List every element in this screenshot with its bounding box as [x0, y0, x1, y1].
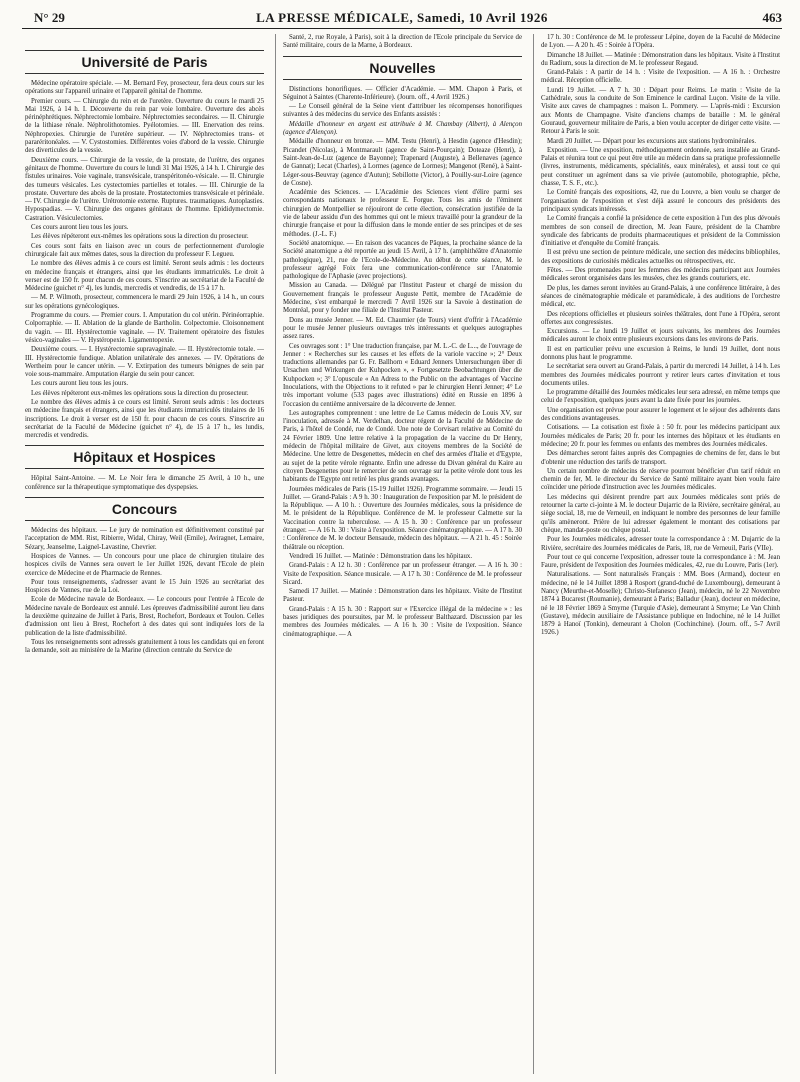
- paragraph: Premier cours. — Chirurgie du rein et de l'uretère. Ouverture du cours le mardi 25 Mai 1926, à 14 h. I. Découverte du rein par voie lombaire. Ouverture des abcès périnéphrétiques. Néphrectomie lombaire. Néphrectomies secondaires. — II. Chirurgie de la lithiase rénale. Néphrolithotomies. Pyélotomies. — III. Enervation des reins. Néphropexies. Chirurgie de l'uretère supérieur. — IV. Néphrectomies trans- et pararéritonéales. — V. Cystostomies. Différentes voies d'abord de la vessie. Chirurgie des diverticules de la vessie.: [25, 97, 264, 155]
- section-title-nouvelles: Nouvelles: [283, 56, 522, 80]
- journal-title: LA PRESSE MÉDICALE, Samedi, 10 Avril 1926: [256, 10, 548, 25]
- column-divider: [533, 34, 534, 1074]
- paragraph: Le programme détaillé des Journées médicales leur sera adressé, en même temps que celui de l'exposition, quelques jours avant la date fixée pour les journées.: [541, 389, 780, 405]
- paragraph: Des démarches seront faites auprès des Compagnies de chemins de fer, dans le but d'obtenir une réduction des tarifs de transport.: [541, 450, 780, 466]
- paragraph: Les médecins qui désirent prendre part aux Journées médicales sont priés de retourner la carte ci-jointe à M. le docteur Dujarric de la Rivière, secrétaire général, au siège social, 18, rue de Verneuil, en indiquant le nombre des personnes de leur famille qu'ils amèneront. Prière de lui adresser également le montant des cotisations par chèque, mandat-poste ou chèque postal.: [541, 493, 780, 534]
- paragraph: Ces ouvrages sont : 1° Une traduction française, par M. L.-C. de L..., de l'ouvrage de Jenner : « Recherches sur les causes et les effets de la variole vaccine »; 2° Deux traductions allemandes par G. Fr. Ballhorn « Eduard Jenners Untersuchungen über di Ursachen und Wirkungen der Kuhpocken », « Fortgesetzte Beobachtungen über die Kuhpocken »; 3° L'opuscule « An Adress to the Public on the advantages of Vaccine Inoculations, with the Objections to it refuted » par le chirurgien Henri Jenner; 4° Le très important volume (533 pages avec illustrations) édité en Russie en 1896 à l'occasion du centième anniversaire de la découverte de Jenner.: [283, 342, 522, 408]
- paragraph: Grand-Palais : A partir de 14 h. : Visite de l'exposition. — A 16 h. : Orchestre médical. Réception officielle.: [541, 69, 780, 85]
- paragraph: Pour tout ce qui concerne l'exposition, adresser toute la correspondance à : M. Jean Faure, président de l'exposition des Journées médicales, 42, rue du Louvre, Paris (1er).: [541, 553, 780, 570]
- paragraph: De plus, les dames seront invitées au Grand-Palais, à une conférence littéraire, à des séances de cinématographie médicale et paramédicale, à des auditions de l'orchestre médical, etc.: [541, 284, 780, 309]
- paragraph: Une organisation est prévue pour assurer le logement et le séjour des adhérents dans des conditions avantageuses.: [541, 406, 780, 423]
- paragraph: Médaille d'honneur en argent est attribuée à M. Chambay (Albert), à Alençon (agence d'Alençon).: [283, 120, 522, 137]
- paragraph: Ces cours auront lieu tous les jours.: [31, 224, 129, 232]
- paragraph: Hospices de Vannes. — Un concours pour une place de chirurgien titulaire des hospices civils de Vannes sera ouvert le 1er Juillet 1926, devant l'Ecole de plein exercice de Médecine et de Pharmacie de Rennes.: [25, 552, 264, 577]
- paragraph: Dimanche 18 Juillet. — Matinée : Démonstration dans les hôpitaux. Visite à l'Institut du Radium, sous la direction de M. le professeur Regaud.: [541, 51, 780, 67]
- paragraph: Tous les renseignements sont adressés gratuitement à tous les candidats qui en feront la demande, soit au ministère de la Marine (direction centrale du Service de: [25, 638, 264, 655]
- paragraph: Les cours auront lieu tous les jours.: [31, 380, 129, 388]
- paragraph: Médaille d'honneur en bronze. — MM. Testu (Henri), à Hesdin (agence d'Hesdin); Picandet (Nicolas), à Montmarault (agence de Saint-Pourçain); Doteaze (Henri), à Saint-Jean-de-Luz (agence de Bayonne); Trapenard (Auguste), à Bellenaves (agence de Gannat); Lecat (Charles), à Lormes (agence de Lormes); Mangenot (René), à Saint-Léger-sous-Beuvray (agence d'Autun); Sebillotte (Victor), à Pouilly-sur-Loire (agence de Cosne).: [283, 138, 522, 187]
- paragraph: Médecins des hôpitaux. — Le jury de nomination est définitivement constitué par l'acceptation de MM. Rist, Ribierre, Widal, Chiray, Weil (Emile), Aviragnet, Lemaire, Sézary, Jeanselme, Laignel-Lavastine, Chevrier.: [25, 527, 264, 551]
- paragraph: Mardi 20 Juillet. — Départ pour les excursions aux stations hydrominérales.: [547, 137, 757, 145]
- section-title-universite: Université de Paris: [25, 50, 264, 74]
- paragraph: — M. P. Wilmoth, prosecteur, commencera le mardi 29 Juin 1926, à 14 h., un cours sur les opérations gynécologiques.: [25, 294, 264, 310]
- paragraph: Programme du cours. — Premier cours. I. Amputation du col utérin. Périnéorraphie. Colporraphie. — II. Ablation de la glande de Bartholin. Colpectomie. Cloisonnement du vagin. — III. Hystérectomie vaginale. — IV. Traitement opératoire des fistules vésico-vaginales — V. Hystéropexie. Ligamentopexie.: [25, 312, 264, 344]
- paragraph: Hôpital Saint-Antoine. — M. Le Noir fera le dimanche 25 Avril, à 10 h., une conférence sur la thérapeutique symptomatique des dyspepsies.: [25, 475, 264, 491]
- paragraph: Le nombre des élèves admis à ce cours est limité. Seront seuls admis : les docteurs en médecine français et étrangers, ainsi que les étudiants immatriculés. Le droit à verser est de 150 fr. pour chacun de ces cours. S'inscrire au secrétariat de la Faculté de Médecine (guichet n° 4), les lundis, mercredis et vendredis, de 15 à 17 h.: [25, 260, 264, 293]
- paragraph: Lundi 19 Juillet. — A 7 h. 30 : Départ pour Reims. Le matin : Visite de la Cathédrale, sous la conduite de Son Eminence le cardinal Luçon. Visite de la ville. Visite aux caves de champagnes : maison L. Pommery. — L'après-midi : Excursion aux Monts de Champagne. Visite d'anciens champs de bataille : M. le général Gouraud, gouverneur militaire de Paris, a bien voulu accepter de diriger cette visite. — Retour à Paris le soir.: [541, 86, 780, 136]
- column-3: [541, 34, 780, 1074]
- paragraph: Pour les Journées médicales, adresser toute la correspondance à : M. Dujarric de la Rivière, secrétaire des Journées médicales de Paris, 18, rue de Verneuil, Paris (VIIe).: [541, 536, 780, 552]
- paragraph: Journées médicales de Paris (15-19 Juillet 1926). Programme sommaire. — Jeudi 15 Juillet. — Grand-Palais : A 9 h. 30 : Inauguration de l'exposition par M. le président de la République. — A 10 h. : Ouverture des Journées médicales, sous la présidence de M. le président de la République. Conférence de M. le professeur Calmette sur la Vaccination contre la tuberculose. — A 15 h. 30 : Conférence par un professeur étranger. — A 16 h. 30 : Visite à l'exposition. Séance cinématographique. — A 17 h. 30 : Conférence de M. le docteur Bensaude, médecin des hôpitaux. — A 21 h. 45 : Soirée théâtrale ou réception.: [283, 485, 522, 551]
- paragraph: Samedi 17 Juillet. — Matinée : Démonstration dans les hôpitaux. Visite de l'Institut Pasteur.: [283, 588, 522, 604]
- paragraph: Le Comité français a confié la présidence de cette exposition à l'un des plus dévoués membres de son conseil de direction, M. Jean Faure, président de la Chambre syndicale des fabricants de produits pharmaceutiques et président de la Commission d'initiative et d'enquête du Comité français.: [541, 215, 780, 248]
- paragraph: — Le Conseil général de la Seine vient d'attribuer les récompenses honorifiques suivantes à des médecins du service des Enfants assistés :: [283, 103, 522, 119]
- paragraph: Naturalisations. — Sont naturalisés Français : MM. Boes (Armand), docteur en médecine, né le 14 Juillet 1898 à Rosport (grand-duché de Luxembourg), demeurant à Nancy (Meurthe-et-Moselle); Christo-Stefanesco (Jean), médecin, né le 22 Novembre 1874 à Bucarest (Roumanie), demeurant à Paris; Balladur (Jean), docteur en médecine, né le 18 Février 1869 à Smyrne (Turquie d'Asie), demeurant à Smyrne; Le Van Chinh (Gustave), médecin auxiliaire de l'Assistance publique en Indochine, né le 14 Juillet 1879 à Hanoï (Tonkin), demeurant à Cholon (Cochinchine). (Journ. off., 5-7 Avril 1926.): [541, 571, 780, 637]
- paragraph: Ecole de Médecine navale de Bordeaux. — Le concours pour l'entrée à l'Ecole de Médecine navale de Bordeaux est annulé. Les épreuves d'admissibilité auront lieu dans la deuxième quinzaine de Juillet à Paris, Brest, Rochefort, Bordeaux et Toulon. Celles d'admission ont lieu à Brest, Rochefort à des dates qui sont indiquées lors de la publication de la liste d'admissibilité.: [25, 596, 264, 637]
- section-title-concours: Concours: [25, 497, 264, 521]
- column-divider: [275, 34, 276, 1074]
- paragraph: Fêtes. — Des promenades pour les femmes des médecins participant aux Journées médicales seront organisées dans les musées, chez les grands couturiers, etc.: [541, 267, 780, 283]
- paragraph: Pour tous renseignements, s'adresser avant le 15 Juin 1926 au secrétariat des Hospices de Vannes, rue de la Loi.: [25, 578, 264, 595]
- paragraph: Vendredi 16 Juillet. — Matinée : Démonstration dans les hôpitaux.: [289, 552, 473, 560]
- paragraph: Grand-Palais : A 15 h. 30 : Rapport sur « l'Exercice illégal de la médecine » : les bases juridiques des poursuites, par M. le professeur Balthazard. Discussion par les membres des Journées médicales. — A 16 h. 30 : Visite de l'exposition. Séance cinématographique. — A: [283, 605, 522, 638]
- paragraph: Société anatomique. — En raison des vacances de Pâques, la prochaine séance de la Société anatomique a été reportée au jeudi 15 Avril, à 17 h. (amphithéâtre d'Anatomie pathologique), 21, rue de l'Ecole-de-Médecine. Au début de cette séance, M. le professeur agrégé Foix fera une communication-conférence sur l'Anatomie pathologique de l'Aphasie (avec projections).: [283, 239, 522, 281]
- paragraph: Ces cours sont faits en liaison avec un cours de perfectionnement d'urologie chirurgicale fait aux mêmes dates, sous la direction du professeur F. Legueu.: [25, 242, 264, 258]
- paragraph: Mission au Canada. — Délégué par l'Institut Pasteur et chargé de mission du Gouvernement français le professeur Auguste Pettit, membre de l'Académie de Médecine, s'est embarqué le mercredi 7 Avril 1926 sur la Savoie à destination de Montréal, pour y fonder une filiale de l'Institut Pasteur.: [283, 282, 522, 315]
- column-1: [25, 34, 264, 1074]
- paragraph: Les élèves répéteront eux-mêmes les opérations sous la direction du prosecteur.: [31, 389, 249, 397]
- paragraph: Le secrétariat sera ouvert au Grand-Palais, à partir du mercredi 14 Juillet, à 14 h. Les membres des Journées médicales pourront y retirer leurs cartes d'invitation et tous documents utiles.: [541, 363, 780, 387]
- column-2: [283, 34, 522, 1074]
- page-header: [22, 8, 782, 29]
- paragraph: Le nombre des élèves admis à ce cours est limité. Seront seuls admis : les docteurs en médecine français et étrangers, ainsi que les étudiants immatriculés titulaires de 16 inscriptions. Le droit à verser est de 150 fr. pour chacun de ces cours. S'inscrire au secrétariat de la Faculté de Médecine (guichet n° 4), de 15 à 17 h., les lundis, mercredis et vendredis.: [25, 398, 264, 440]
- paragraph: Cotisations. — La cotisation est fixée à : 50 fr. pour les médecins participant aux Journées médicales de Paris; 20 fr. pour les internes des hôpitaux et les étudiants en médecine; 20 fr. pour les femmes ou enfants des membres des Journées médicales.: [541, 424, 780, 448]
- paragraph: Deuxième cours. — I. Hystérectomie supravaginale. — II. Hystérectomie totale. — III. Hystérectomie fundique. Ablation unilatérale des annexes. — IV. Opérations de Wertheim pour le cancer utérin. — V. Extirpation des tumeurs bénignes de sein par voie sous-mammaire. Amputation élargie du sein pour cancer.: [25, 346, 264, 379]
- paragraph: Il est en particulier prévu une excursion à Reims, le lundi 19 Juillet, dont nous donnons plus haut le programme.: [541, 345, 780, 361]
- paragraph: Exposition. — Une exposition, méthodiquement ordonnée, sera installée au Grand-Palais et réunira tout ce qui peut être utile au médecin dans sa pratique professionnelle (livres, instruments, médicaments, spécialités, eaux minérales), et aussi tout ce qui peut constituer un agrément dans sa vie privée (automobile, photographie, pêche, chasse, T. S. F., etc.).: [541, 146, 780, 188]
- paragraph: Distinctions honorifiques. — Officier d'Académie. — MM. Chapon à Paris, et Séguinot à Saintes (Charente-Inférieure). (Journ. off., 4 Avril 1926.): [283, 85, 522, 101]
- paragraph: Académie des Sciences. — L'Académie des Sciences vient d'élire parmi ses correspondants nationaux le professeur E. Forgue. Tous les amis de l'éminent chirurgien de Montpellier se réjouiront de cette élection, consécration justifiée de la vie de labeur assidu d'un des hommes qui ont le mieux travaillé pour la grandeur de la chirurgie française et pour la diffusion dans le monde entier de ses principes et de ses méthodes. (J.-L. F.): [283, 189, 522, 238]
- section-title-hopitaux: Hôpitaux et Hospices: [25, 445, 264, 469]
- paragraph: Les élèves répéteront eux-mêmes les opérations sous la direction du prosecteur.: [31, 233, 249, 241]
- paragraph: Dons au musée Jenner. — M. Ed. Chaumier (de Tours) vient d'offrir à l'Académie pour le musée Jenner plusieurs ouvrages très intéressants et quelques autographes assez rares.: [283, 316, 522, 341]
- paragraph: 17 h. 30 : Conférence de M. le professeur Lépine, doyen de la Faculté de Médecine de Lyon. — A 20 h. 45 : Soirée à l'Opéra.: [541, 34, 780, 50]
- paragraph: Des réceptions officielles et plusieurs soirées théâtrales, dont l'une à l'Opéra, seront offertes aux congressistes.: [541, 310, 780, 326]
- paragraph: Excursions. — Le lundi 19 Juillet et jours suivants, les membres des Journées médicales auront le choix entre plusieurs excursions dans les environs de Paris.: [541, 328, 780, 344]
- paragraph: Médecine opératoire spéciale. — M. Bernard Fey, prosecteur, fera deux cours sur les opérations sur l'appareil urinaire et l'appareil génital de l'homme.: [25, 80, 264, 96]
- paragraph: Un certain nombre de médecins de réserve pourront bénéficier d'un tarif réduit en chemin de fer, M. le directeur du Service de Santé militaire ayant bien voulu faire coïncider une période d'instruction avec les Journées médicales.: [541, 467, 780, 492]
- page-number: 463: [762, 10, 782, 25]
- paragraph: Le Comité français des expositions, 42, rue du Louvre, a bien voulu se charger de l'organisation de l'exposition et s'est déjà assuré le concours des présidents des principaux syndicats intéressés.: [541, 189, 780, 213]
- issue-number: N° 29: [34, 10, 65, 25]
- paragraph: Les autographes comprennent : une lettre de Le Camus médecin de Louis XV, sur l'inoculation, adressée à M. Verdelhan, docteur régent de la Faculté de Médecine de Paris, à l'hôtel de Condé, rue de Condé. Une note de Corvisart relative au Comité du 24 Février 1809. Une lettre relative à la propagation de la vaccine du Dr Henry, médecin de l'hôpital militaire de Givet, aux citoyens membres de la Société de Médecine. Une lettre de Desgenettes, médecin en chef des armées d'Italie et d'Egypte, au sujet de la petite vérole régnante. Enfin une adresse du Divan général du Kaire au citoyen Desgenettes pour le remercier de son ouvrage sur la petite vérole dont tous les habitants de l'Egypte ont retiré les plus grands avantages.: [283, 409, 522, 484]
- paragraph: Il est prévu une section de peinture médicale, une section des médecins bibliophiles, des expositions de curiosités médicales actuelles ou rétrospectives, etc.: [541, 249, 780, 265]
- paragraph: Santé, 2, rue Royale, à Paris), soit à la direction de l'Ecole principale du Service de Santé militaire, cours de la Marne, à Bordeaux.: [283, 34, 522, 50]
- paragraph: Grand-Palais : A 12 h. 30 : Conférence par un professeur étranger. — A 16 h. 30 : Visite de l'exposition. Séance musicale. — A 17 h. 30 : Conférence de M. le professeur Sicard.: [283, 562, 522, 586]
- paragraph: Deuxième cours. — Chirurgie de la vessie, de la prostate, de l'urètre, des organes génitaux de l'homme. Ouverture du cours le lundi 31 Mai 1926, à 14 h. I. Chirurgie des fistules urinaires. Voie vaginale, transvésicale, transpéritonéo-vésicale. — II. Chirurgie des tumeurs vésicales. Les cystectomies partielles et totales. — III. Chirurgie de la prostate. Ouverture des abcès de la prostate. Prostatectomies transvésicale et périnéale. — IV. Chirurgie de l'urètre. Urétrotomie externe. Ruptures. traumatiques. Autoplasties. Hypospadias. — V. Chirurgie des organes génitaux de l'homme. Epididymectomie. Castration. Vésiculectomies.: [25, 156, 264, 222]
